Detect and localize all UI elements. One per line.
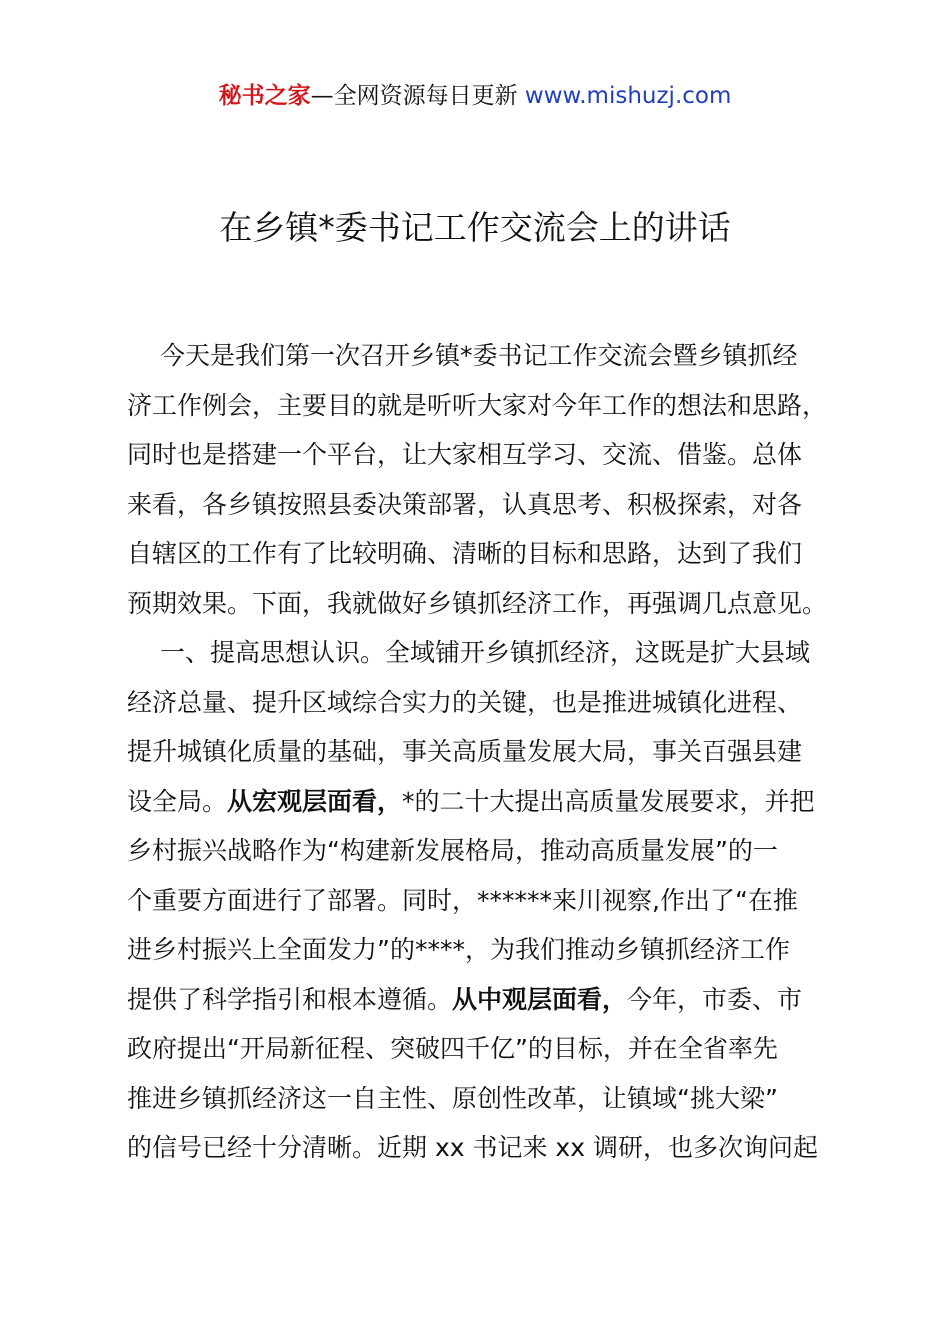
bold-heading-macro: 从宏观层面看， xyxy=(227,786,403,816)
text-line: 推进乡镇抓经济这一自主性、原创性改革，让镇域“挑大梁” xyxy=(127,1083,778,1113)
text-segment: 今年，市委、市 xyxy=(627,984,803,1014)
text-line: 政府提出“开局新征程、突破四千亿”的目标，并在全省率先 xyxy=(127,1034,778,1063)
text-segment: 提供了科学指引和根本遵循。 xyxy=(127,984,453,1014)
text-line xyxy=(127,782,837,832)
text-line: 经济总量、提升区域综合实力的关键，也是推进城镇化进程、 xyxy=(127,687,803,717)
text-line: 乡村振兴战略作为“构建新发展格局，推动高质量发展”的一 xyxy=(127,836,778,865)
text-line: 自辖区的工作有了比较明确、清晰的目标和思路，达到了我们 xyxy=(127,539,803,568)
text-line: 今天是我们第一次召开乡镇*委书记工作交流会暨乡镇抓经 xyxy=(160,341,798,370)
text-line: 一、提高思想认识。全域铺开乡镇抓经济，这既是扩大县域 xyxy=(160,638,811,667)
text-line: 的信号已经十分清晰。近期 xx 书记来 xx 调研，也多次询问起 xyxy=(127,1133,818,1162)
site-header xyxy=(0,80,950,112)
text-segment: 设全局。 xyxy=(127,786,228,816)
document-title: 在乡镇*委书记工作交流会上的讲话 xyxy=(219,208,731,247)
document-body xyxy=(127,336,837,1178)
site-brand: 秘书之家 xyxy=(218,83,311,109)
site-slogan: —全网资源每日更新 xyxy=(310,83,525,109)
text-line: 济工作例会，主要目的就是听听大家对今年工作的想法和思路， xyxy=(127,390,828,420)
text-line: 进乡村振兴上全面发力”的****，为我们推动乡镇抓经济工作 xyxy=(127,935,790,964)
text-line: 同时也是搭建一个平台，让大家相互学习、交流、借鉴。总体 xyxy=(127,440,803,469)
text-line: 预期效果。下面，我就做好乡镇抓经济工作，再强调几点意见。 xyxy=(127,588,828,618)
site-url-link[interactable]: www.mishuzj.com xyxy=(524,83,732,109)
bold-heading-meso: 从中观层面看， xyxy=(452,984,628,1014)
text-line: 提升城镇化质量的基础，事关高质量发展大局，事关百强县建 xyxy=(127,737,803,766)
text-line xyxy=(127,980,837,1030)
text-line: 个重要方面进行了部署。同时，******来川视察,作出了“在推 xyxy=(127,885,798,915)
text-line: 来看，各乡镇按照县委决策部署，认真思考、积极探索，对各 xyxy=(127,489,803,519)
text-segment: *的二十大提出高质量发展要求，并把 xyxy=(402,786,815,816)
